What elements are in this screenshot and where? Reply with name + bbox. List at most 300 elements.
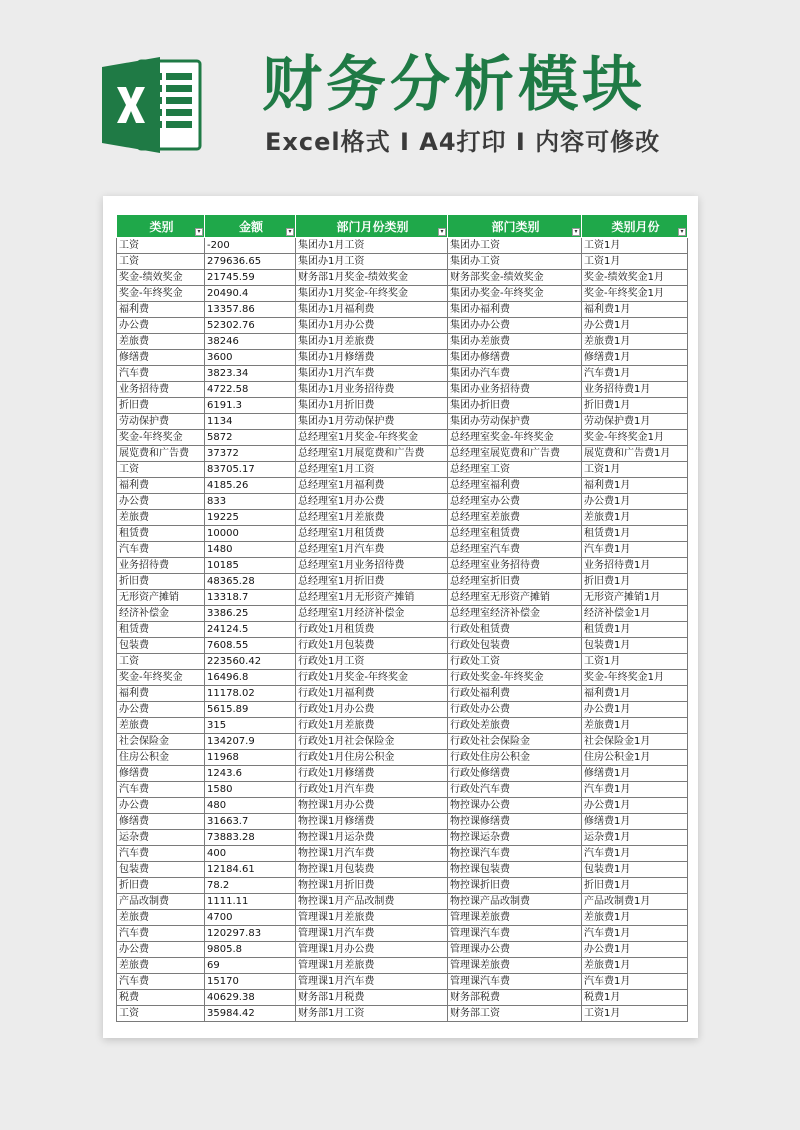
table-cell[interactable]: 10000	[205, 526, 296, 542]
table-row	[117, 494, 688, 510]
table-cell[interactable]: 集团办1月汽车费	[296, 366, 448, 382]
table-cell[interactable]: 13318.7	[205, 590, 296, 606]
table-cell[interactable]: 总经理室1月汽车费	[296, 542, 448, 558]
table-cell[interactable]: 集团办1月差旅费	[296, 334, 448, 350]
table-cell[interactable]: 租赁费1月	[582, 526, 688, 542]
table-cell[interactable]: 物控课1月汽车费	[296, 846, 448, 862]
table-cell[interactable]: 3823.34	[205, 366, 296, 382]
table-cell[interactable]: 差旅费	[117, 958, 205, 974]
table-cell[interactable]: 工资	[117, 1006, 205, 1022]
table-cell[interactable]: 总经理室业务招待费	[448, 558, 582, 574]
table-cell[interactable]: 15170	[205, 974, 296, 990]
table-cell[interactable]: 汽车费1月	[582, 782, 688, 798]
table-cell[interactable]: 修缮费	[117, 350, 205, 366]
table-row	[117, 638, 688, 654]
table-cell[interactable]: 产品改制费	[117, 894, 205, 910]
table-cell[interactable]: 财务部奖金-绩效奖金	[448, 270, 582, 286]
table-cell[interactable]: 总经理室奖金-年终奖金	[448, 430, 582, 446]
table-row	[117, 574, 688, 590]
table-cell[interactable]: 差旅费1月	[582, 510, 688, 526]
table-cell[interactable]: 办公费	[117, 702, 205, 718]
excel-logo-icon	[100, 55, 205, 155]
table-cell[interactable]: 集团办1月修缮费	[296, 350, 448, 366]
table-cell[interactable]: 物控课修缮费	[448, 814, 582, 830]
table-cell[interactable]: 折旧费1月	[582, 574, 688, 590]
table-cell[interactable]: 差旅费1月	[582, 910, 688, 926]
table-cell[interactable]: 折旧费	[117, 574, 205, 590]
table-cell[interactable]: 总经理室1月工资	[296, 462, 448, 478]
table-cell[interactable]: 行政处1月福利费	[296, 686, 448, 702]
table-cell[interactable]: 工资1月	[582, 238, 688, 254]
table-cell[interactable]: 财务部1月奖金-绩效奖金	[296, 270, 448, 286]
table-cell[interactable]: 管理课差旅费	[448, 910, 582, 926]
table-row	[117, 526, 688, 542]
table-cell[interactable]: 折旧费1月	[582, 398, 688, 414]
table-cell[interactable]: 差旅费1月	[582, 334, 688, 350]
table-cell[interactable]: 3386.25	[205, 606, 296, 622]
table-row	[117, 350, 688, 366]
table-cell[interactable]: 管理课办公费	[448, 942, 582, 958]
table-cell[interactable]: 包装费1月	[582, 638, 688, 654]
table-row	[117, 430, 688, 446]
table-cell[interactable]: 物控课1月折旧费	[296, 878, 448, 894]
table-cell[interactable]: 财务部1月工资	[296, 1006, 448, 1022]
table-cell[interactable]: 包装费	[117, 638, 205, 654]
table-cell[interactable]: 奖金-年终奖金1月	[582, 430, 688, 446]
table-cell[interactable]: 管理课1月汽车费	[296, 926, 448, 942]
table-cell[interactable]: 工资	[117, 238, 205, 254]
table-cell[interactable]: 工资1月	[582, 254, 688, 270]
table-cell[interactable]: 73883.28	[205, 830, 296, 846]
table-cell[interactable]: 经济补偿金1月	[582, 606, 688, 622]
table-cell[interactable]: 4722.58	[205, 382, 296, 398]
table-cell[interactable]: 奖金-年终奖金	[117, 670, 205, 686]
page-subtitle: Excel格式 I A4打印 I 内容可修改	[265, 128, 661, 156]
table-cell[interactable]: 办公费1月	[582, 702, 688, 718]
table-cell[interactable]: 行政处1月差旅费	[296, 718, 448, 734]
table-cell[interactable]: 集团办福利费	[448, 302, 582, 318]
table-cell[interactable]: 48365.28	[205, 574, 296, 590]
table-cell[interactable]: 集团办1月福利费	[296, 302, 448, 318]
table-cell[interactable]: 400	[205, 846, 296, 862]
table-cell[interactable]: 总经理室1月福利费	[296, 478, 448, 494]
table-cell[interactable]: 奖金-年终奖金	[117, 286, 205, 302]
table-row	[117, 670, 688, 686]
table-row	[117, 462, 688, 478]
table-row	[117, 686, 688, 702]
table-cell[interactable]: 物控课产品改制费	[448, 894, 582, 910]
table-cell[interactable]: 总经理室1月展览费和广告费	[296, 446, 448, 462]
table-body	[117, 238, 688, 1022]
table-cell[interactable]: 总经理室租赁费	[448, 526, 582, 542]
table-cell[interactable]: 行政处租赁费	[448, 622, 582, 638]
table-cell[interactable]: 1134	[205, 414, 296, 430]
table-cell[interactable]: 汽车费1月	[582, 974, 688, 990]
table-cell[interactable]: 包装费	[117, 862, 205, 878]
table-cell[interactable]: 无形资产摊销	[117, 590, 205, 606]
table-cell[interactable]: 4700	[205, 910, 296, 926]
table-cell[interactable]: 行政处1月住房公积金	[296, 750, 448, 766]
table-cell[interactable]: 管理课1月差旅费	[296, 910, 448, 926]
table-cell[interactable]: 40629.38	[205, 990, 296, 1006]
table-cell[interactable]: 修缮费	[117, 814, 205, 830]
table-cell[interactable]: 行政处1月奖金-年终奖金	[296, 670, 448, 686]
table-cell[interactable]: 1111.11	[205, 894, 296, 910]
table-cell[interactable]: 总经理室1月业务招待费	[296, 558, 448, 574]
table-cell[interactable]: 16496.8	[205, 670, 296, 686]
page-title: 财务分析模块	[262, 50, 646, 120]
table-cell[interactable]: 集团办汽车费	[448, 366, 582, 382]
table-cell[interactable]: 行政处1月修缮费	[296, 766, 448, 782]
table-cell[interactable]: 总经理室差旅费	[448, 510, 582, 526]
table-cell[interactable]: 工资1月	[582, 1006, 688, 1022]
table-cell[interactable]: 汽车费1月	[582, 542, 688, 558]
table-cell[interactable]: 办公费	[117, 318, 205, 334]
table-row	[117, 270, 688, 286]
table-cell[interactable]: 汽车费	[117, 974, 205, 990]
table-cell[interactable]: 汽车费	[117, 542, 205, 558]
filter-dropdown-icon[interactable]: ▾	[286, 228, 294, 236]
table-row	[117, 830, 688, 846]
table-cell[interactable]: 集团办1月工资	[296, 254, 448, 270]
table-cell[interactable]: 物控课1月包装费	[296, 862, 448, 878]
table-cell[interactable]: 集团办劳动保护费	[448, 414, 582, 430]
table-cell[interactable]: 13357.86	[205, 302, 296, 318]
column-header[interactable]: 类别 ▾	[117, 215, 205, 238]
column-header[interactable]: 金额 ▾	[205, 215, 296, 238]
table-row	[117, 238, 688, 254]
table-cell[interactable]: 社会保险金	[117, 734, 205, 750]
table-cell[interactable]: 集团办工资	[448, 238, 582, 254]
table-cell[interactable]: 办公费1月	[582, 318, 688, 334]
table-cell[interactable]: 315	[205, 718, 296, 734]
table-cell[interactable]: 19225	[205, 510, 296, 526]
filter-dropdown-icon[interactable]: ▾	[438, 228, 446, 236]
table-cell[interactable]: 折旧费	[117, 398, 205, 414]
table-cell[interactable]: 5872	[205, 430, 296, 446]
table-cell[interactable]: 4185.26	[205, 478, 296, 494]
table-cell[interactable]: 福利费1月	[582, 478, 688, 494]
finance-table	[116, 214, 688, 1022]
table-cell[interactable]: 办公费	[117, 942, 205, 958]
table-cell[interactable]: 总经理室展览费和广告费	[448, 446, 582, 462]
table-cell[interactable]: 修缮费1月	[582, 350, 688, 366]
table-cell[interactable]: 集团办折旧费	[448, 398, 582, 414]
table-cell[interactable]: 物控课1月办公费	[296, 798, 448, 814]
table-cell[interactable]: 行政处1月汽车费	[296, 782, 448, 798]
table-cell[interactable]: 租赁费1月	[582, 622, 688, 638]
table-cell[interactable]: 总经理室汽车费	[448, 542, 582, 558]
table-cell[interactable]: 物控课1月产品改制费	[296, 894, 448, 910]
table-cell[interactable]: 业务招待费1月	[582, 558, 688, 574]
table-cell[interactable]: 业务招待费1月	[582, 382, 688, 398]
table-cell[interactable]: 差旅费1月	[582, 718, 688, 734]
table-cell[interactable]: -200	[205, 238, 296, 254]
table-cell[interactable]: 6191.3	[205, 398, 296, 414]
table-cell[interactable]: 集团办业务招待费	[448, 382, 582, 398]
table-cell[interactable]: 833	[205, 494, 296, 510]
table-cell[interactable]: 奖金-年终奖金1月	[582, 670, 688, 686]
table-row	[117, 254, 688, 270]
table-cell[interactable]: 修缮费	[117, 766, 205, 782]
table-cell[interactable]: 福利费1月	[582, 686, 688, 702]
table-row	[117, 334, 688, 350]
table-cell[interactable]: 物控课折旧费	[448, 878, 582, 894]
table-cell[interactable]: 5615.89	[205, 702, 296, 718]
table-row	[117, 846, 688, 862]
table-row	[117, 622, 688, 638]
table-cell[interactable]: 办公费	[117, 494, 205, 510]
table-cell[interactable]: 物控课1月运杂费	[296, 830, 448, 846]
table-cell[interactable]: 包装费1月	[582, 862, 688, 878]
table-cell[interactable]: 汽车费1月	[582, 926, 688, 942]
table-cell[interactable]: 修缮费1月	[582, 766, 688, 782]
table-cell[interactable]: 69	[205, 958, 296, 974]
table-cell[interactable]: 134207.9	[205, 734, 296, 750]
table-cell[interactable]: 行政处1月工资	[296, 654, 448, 670]
table-row	[117, 302, 688, 318]
table-cell[interactable]: 行政处1月社会保险金	[296, 734, 448, 750]
table-row	[117, 750, 688, 766]
table-row	[117, 446, 688, 462]
filter-dropdown-icon[interactable]: ▾	[678, 228, 686, 236]
table-cell[interactable]: 物控课办公费	[448, 798, 582, 814]
table-cell[interactable]: 住房公积金1月	[582, 750, 688, 766]
table-row	[117, 958, 688, 974]
table-cell[interactable]: 物控课运杂费	[448, 830, 582, 846]
table-cell[interactable]: 运杂费	[117, 830, 205, 846]
table-row	[117, 558, 688, 574]
table-cell[interactable]: 行政处修缮费	[448, 766, 582, 782]
table-row	[117, 286, 688, 302]
table-cell[interactable]: 52302.76	[205, 318, 296, 334]
table-cell[interactable]: 总经理室办公费	[448, 494, 582, 510]
table-cell[interactable]: 劳动保护费1月	[582, 414, 688, 430]
table-cell[interactable]: 集团办1月工资	[296, 238, 448, 254]
table-cell[interactable]: 税费1月	[582, 990, 688, 1006]
column-header[interactable]: 类别月份 ▾	[582, 215, 688, 238]
table-cell[interactable]: 管理课1月办公费	[296, 942, 448, 958]
table-cell[interactable]: 产品改制费1月	[582, 894, 688, 910]
table-cell[interactable]: 差旅费	[117, 334, 205, 350]
table-cell[interactable]: 福利费	[117, 302, 205, 318]
table-cell[interactable]: 物控课1月修缮费	[296, 814, 448, 830]
table-cell[interactable]: 住房公积金	[117, 750, 205, 766]
table-row	[117, 734, 688, 750]
table-cell[interactable]: 物控课包装费	[448, 862, 582, 878]
table-cell[interactable]: 行政处奖金-年终奖金	[448, 670, 582, 686]
table-cell[interactable]: 奖金-年终奖金	[117, 430, 205, 446]
table-cell[interactable]: 办公费	[117, 798, 205, 814]
column-header[interactable]: 部门类别 ▾	[448, 215, 582, 238]
table-header-row	[117, 215, 688, 238]
table-cell[interactable]: 管理课1月差旅费	[296, 958, 448, 974]
table-cell[interactable]: 物控课汽车费	[448, 846, 582, 862]
table-cell[interactable]: 总经理室折旧费	[448, 574, 582, 590]
table-cell[interactable]: 223560.42	[205, 654, 296, 670]
table-row	[117, 942, 688, 958]
table-cell[interactable]: 差旅费	[117, 510, 205, 526]
table-cell[interactable]: 财务部工资	[448, 1006, 582, 1022]
table-row	[117, 878, 688, 894]
table-row	[117, 398, 688, 414]
table-cell[interactable]: 运杂费1月	[582, 830, 688, 846]
table-cell[interactable]: 38246	[205, 334, 296, 350]
table-cell[interactable]: 行政处社会保险金	[448, 734, 582, 750]
table-cell[interactable]: 奖金-绩效奖金	[117, 270, 205, 286]
table-cell[interactable]: 社会保险金1月	[582, 734, 688, 750]
table-cell[interactable]: 21745.59	[205, 270, 296, 286]
table-cell[interactable]: 差旅费	[117, 718, 205, 734]
table-row	[117, 782, 688, 798]
column-header[interactable]: 部门月份类别 ▾	[296, 215, 448, 238]
table-cell[interactable]: 1580	[205, 782, 296, 798]
table-cell[interactable]: 差旅费	[117, 910, 205, 926]
table-cell[interactable]: 总经理室经济补偿金	[448, 606, 582, 622]
table-cell[interactable]: 修缮费1月	[582, 814, 688, 830]
table-row	[117, 382, 688, 398]
table-cell[interactable]: 35984.42	[205, 1006, 296, 1022]
table-cell[interactable]: 经济补偿金	[117, 606, 205, 622]
table-cell[interactable]: 总经理室1月差旅费	[296, 510, 448, 526]
table-cell[interactable]: 工资	[117, 462, 205, 478]
filter-dropdown-icon[interactable]: ▾	[572, 228, 580, 236]
table-row	[117, 606, 688, 622]
table-cell[interactable]: 37372	[205, 446, 296, 462]
table-cell[interactable]: 福利费1月	[582, 302, 688, 318]
table-cell[interactable]: 折旧费1月	[582, 878, 688, 894]
table-cell[interactable]: 行政处住房公积金	[448, 750, 582, 766]
table-cell[interactable]: 集团办1月劳动保护费	[296, 414, 448, 430]
table-cell[interactable]: 24124.5	[205, 622, 296, 638]
table-cell[interactable]: 办公费1月	[582, 494, 688, 510]
table-row	[117, 862, 688, 878]
table-cell[interactable]: 租赁费	[117, 526, 205, 542]
table-row	[117, 894, 688, 910]
table-row	[117, 910, 688, 926]
table-cell[interactable]: 业务招待费	[117, 382, 205, 398]
table-cell[interactable]: 31663.7	[205, 814, 296, 830]
table-cell[interactable]: 无形资产摊销1月	[582, 590, 688, 606]
table-cell[interactable]: 福利费	[117, 686, 205, 702]
table-cell[interactable]: 480	[205, 798, 296, 814]
table-cell[interactable]: 120297.83	[205, 926, 296, 942]
table-cell[interactable]: 工资	[117, 654, 205, 670]
table-cell[interactable]: 总经理室1月租赁费	[296, 526, 448, 542]
table-cell[interactable]: 福利费	[117, 478, 205, 494]
table-cell[interactable]: 总经理室1月办公费	[296, 494, 448, 510]
table-cell[interactable]: 汽车费	[117, 366, 205, 382]
table-cell[interactable]: 管理课差旅费	[448, 958, 582, 974]
table-cell[interactable]: 总经理室无形资产摊销	[448, 590, 582, 606]
table-cell[interactable]: 总经理室福利费	[448, 478, 582, 494]
table-cell[interactable]: 集团办奖金-年终奖金	[448, 286, 582, 302]
table-cell[interactable]: 行政处工资	[448, 654, 582, 670]
table-cell[interactable]: 行政处福利费	[448, 686, 582, 702]
table-cell[interactable]: 工资1月	[582, 462, 688, 478]
table-cell[interactable]: 折旧费	[117, 878, 205, 894]
table-row	[117, 654, 688, 670]
table-cell[interactable]: 财务部税费	[448, 990, 582, 1006]
table-cell[interactable]: 汽车费	[117, 782, 205, 798]
table-cell[interactable]: 集团办差旅费	[448, 334, 582, 350]
table-cell[interactable]: 279636.65	[205, 254, 296, 270]
table-cell[interactable]: 差旅费1月	[582, 958, 688, 974]
table-cell[interactable]: 汽车费	[117, 926, 205, 942]
table-cell[interactable]: 3600	[205, 350, 296, 366]
table-cell[interactable]: 集团办1月业务招待费	[296, 382, 448, 398]
table-cell[interactable]: 财务部1月税费	[296, 990, 448, 1006]
table-cell[interactable]: 9805.8	[205, 942, 296, 958]
table-cell[interactable]: 1480	[205, 542, 296, 558]
table-row	[117, 510, 688, 526]
table-cell[interactable]: 12184.61	[205, 862, 296, 878]
table-cell[interactable]: 办公费1月	[582, 798, 688, 814]
table-cell[interactable]: 10185	[205, 558, 296, 574]
table-row	[117, 974, 688, 990]
table-cell[interactable]: 奖金-绩效奖金1月	[582, 270, 688, 286]
table-row	[117, 766, 688, 782]
table-cell[interactable]: 集团办1月奖金-年终奖金	[296, 286, 448, 302]
table-cell[interactable]: 租赁费	[117, 622, 205, 638]
table-cell[interactable]: 集团办1月办公费	[296, 318, 448, 334]
table-cell[interactable]: 总经理室1月无形资产摊销	[296, 590, 448, 606]
table-cell[interactable]: 11178.02	[205, 686, 296, 702]
table-cell[interactable]: 行政处1月包装费	[296, 638, 448, 654]
table-cell[interactable]: 83705.17	[205, 462, 296, 478]
table-cell[interactable]: 20490.4	[205, 286, 296, 302]
table-cell[interactable]: 汽车费	[117, 846, 205, 862]
table-cell[interactable]: 奖金-年终奖金1月	[582, 286, 688, 302]
table-cell[interactable]: 集团办办公费	[448, 318, 582, 334]
table-cell[interactable]: 行政处汽车费	[448, 782, 582, 798]
table-cell[interactable]: 管理课汽车费	[448, 974, 582, 990]
table-cell[interactable]: 办公费1月	[582, 942, 688, 958]
table-cell[interactable]: 管理课汽车费	[448, 926, 582, 942]
table-cell[interactable]: 总经理室1月奖金-年终奖金	[296, 430, 448, 446]
table-cell[interactable]: 劳动保护费	[117, 414, 205, 430]
table-cell[interactable]: 总经理室工资	[448, 462, 582, 478]
table-row	[117, 718, 688, 734]
table-cell[interactable]: 展览费和广告费1月	[582, 446, 688, 462]
table-cell[interactable]: 总经理室1月折旧费	[296, 574, 448, 590]
table-cell[interactable]: 11968	[205, 750, 296, 766]
table-cell[interactable]: 78.2	[205, 878, 296, 894]
table-cell[interactable]: 总经理室1月经济补偿金	[296, 606, 448, 622]
filter-dropdown-icon[interactable]: ▾	[195, 228, 203, 236]
table-cell[interactable]: 1243.6	[205, 766, 296, 782]
table-cell[interactable]: 汽车费1月	[582, 846, 688, 862]
table-cell[interactable]: 展览费和广告费	[117, 446, 205, 462]
table-cell[interactable]: 工资	[117, 254, 205, 270]
table-row	[117, 1006, 688, 1022]
table-cell[interactable]: 业务招待费	[117, 558, 205, 574]
table-cell[interactable]: 汽车费1月	[582, 366, 688, 382]
table-cell[interactable]: 工资1月	[582, 654, 688, 670]
table-cell[interactable]: 集团办修缮费	[448, 350, 582, 366]
table-cell[interactable]: 行政处包装费	[448, 638, 582, 654]
table-cell[interactable]: 行政处办公费	[448, 702, 582, 718]
table-cell[interactable]: 7608.55	[205, 638, 296, 654]
table-cell[interactable]: 集团办工资	[448, 254, 582, 270]
table-cell[interactable]: 管理课1月汽车费	[296, 974, 448, 990]
table-cell[interactable]: 行政处1月租赁费	[296, 622, 448, 638]
table-cell[interactable]: 税费	[117, 990, 205, 1006]
table-cell[interactable]: 集团办1月折旧费	[296, 398, 448, 414]
table-cell[interactable]: 行政处1月办公费	[296, 702, 448, 718]
table-row	[117, 814, 688, 830]
table-cell[interactable]: 行政处差旅费	[448, 718, 582, 734]
